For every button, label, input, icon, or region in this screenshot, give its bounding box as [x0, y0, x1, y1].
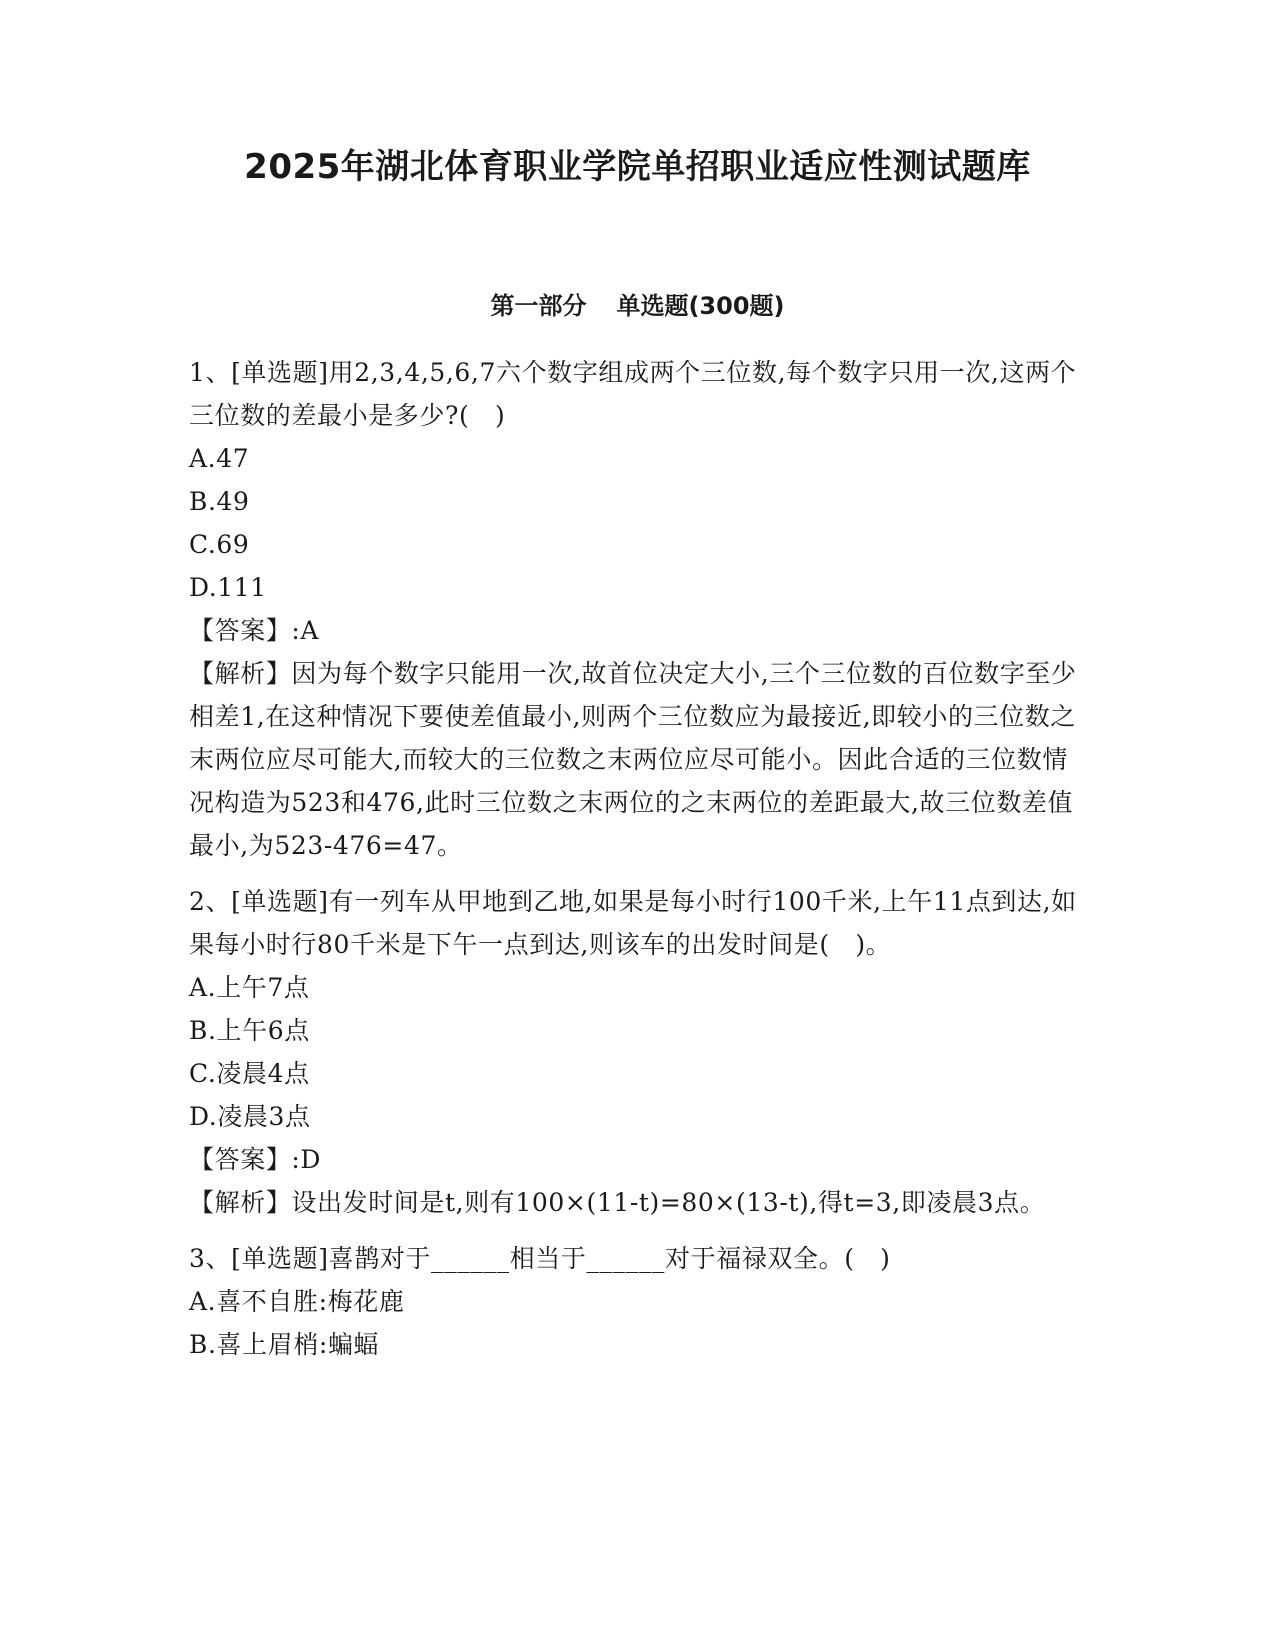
option-d: D.111: [189, 573, 267, 602]
analysis-text: 因为每个数字只能用一次,故首位决定大小,三个三位数的百位数字至少相差1,在这种情况下要使差值最小,则两个三位数应为最接近,即较小的三位数之末两位应尽可能大,而较大的三位数之末两位应尽可能小。因此合适的三位数情况构造为523和476,此时三位数之末两位的之末两位的差距最大,故三位数差值最小,为523-476=47。: [189, 659, 1077, 860]
option-a: A.喜不自胜:梅花鹿: [189, 1287, 405, 1316]
analysis-tag: 【解析】: [189, 1188, 292, 1217]
section-name-label: 单选题(300题): [616, 292, 785, 320]
question-list: [189, 351, 1089, 1366]
answer-line: [189, 1138, 1089, 1181]
option-d: D.凌晨3点: [189, 1102, 311, 1131]
option-b: B.喜上眉梢:蝙蝠: [189, 1330, 380, 1359]
answer-line: [189, 609, 1089, 652]
option-a: A.47: [189, 444, 250, 473]
answer-value: :A: [291, 616, 320, 645]
answer-tag: 【答案】: [189, 1145, 292, 1174]
analysis-paragraph: [189, 652, 1089, 867]
answer-tag: 【答案】: [189, 616, 292, 645]
document-title: 2025年湖北体育职业学院单招职业适应性测试题库: [244, 147, 1031, 187]
option-c: C.凌晨4点: [189, 1059, 310, 1088]
question-3: [189, 1237, 1089, 1366]
analysis-tag: 【解析】: [189, 659, 292, 688]
option-c: C.69: [189, 530, 250, 559]
section-part-label: 第一部分: [490, 292, 587, 320]
question-1: [189, 351, 1089, 867]
option-a: A.上午7点: [189, 973, 310, 1002]
answer-value: :D: [291, 1145, 322, 1174]
question-stem: 1、[单选题]用2,3,4,5,6,7六个数字组成两个三位数,每个数字只用一次,这两个三位数的差最小是多少?( ): [189, 358, 1077, 430]
question-stem: 3、[单选题]喜鹊对于______相当于______对于福禄双全。( ): [189, 1244, 891, 1273]
analysis-text: 设出发时间是t,则有100×(11-t)=80×(13-t),得t=3,即凌晨3点。: [291, 1188, 1046, 1217]
option-b: B.49: [189, 487, 250, 516]
question-2: [189, 880, 1089, 1224]
option-b: B.上午6点: [189, 1016, 310, 1045]
question-stem: 2、[单选题]有一列车从甲地到乙地,如果是每小时行100千米,上午11点到达,如果每小时行80千米是下午一点到达,则该车的出发时间是( )。: [189, 887, 1077, 959]
section-title: [0, 290, 1275, 322]
analysis-paragraph: [189, 1181, 1089, 1224]
